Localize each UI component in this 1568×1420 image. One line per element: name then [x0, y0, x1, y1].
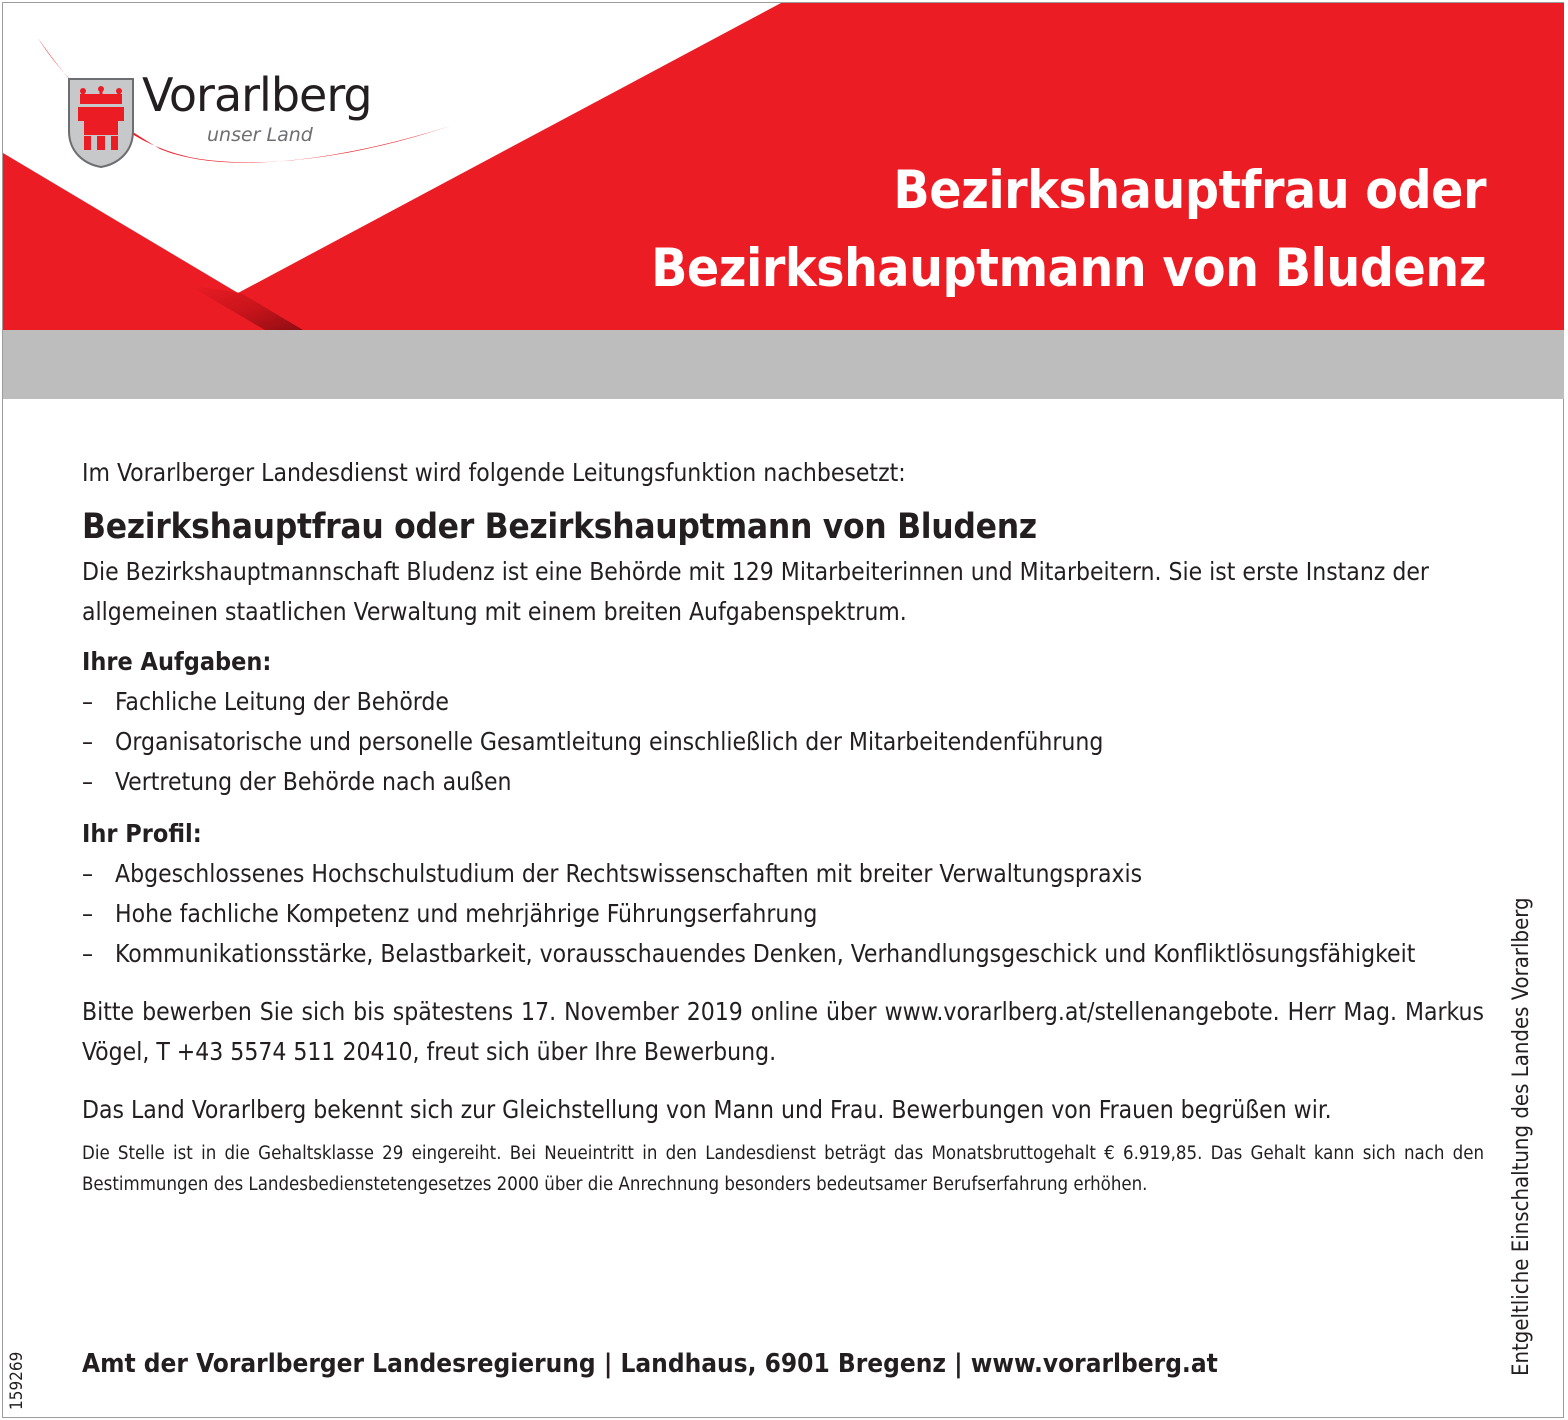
profile-list	[82, 854, 1484, 974]
list-item: – Vertretung der Behörde nach außen	[82, 762, 1484, 802]
dash-bullet: –	[82, 727, 94, 756]
dash-bullet: –	[82, 687, 94, 716]
list-item: – Kommunikationsstärke, Belastbarkeit, vorausschauendes Denken, Verhandlungsgeschick und Konfliktlösungsfähigkeit	[82, 934, 1484, 974]
list-item: – Organisatorische und personelle Gesamtleitung einschließlich der Mitarbeitendenführung	[82, 722, 1484, 762]
dash-bullet: –	[82, 939, 94, 968]
description-text: Die Bezirkshauptmannschaft Bludenz ist eine Behörde mit 129 Mitarbeiterinnen und Mitarbeitern. Sie ist erste Instanz der allgemeinen staatlichen Verwaltung mit einem breiten Aufgabenspektrum.	[82, 557, 1429, 626]
dash-bullet: –	[82, 899, 94, 928]
equality-text: Das Land Vorarlberg bekennt sich zur Gleichstellung von Mann und Frau. Bewerbungen von Frauen begrüßen wir.	[82, 1095, 1332, 1124]
list-item: – Abgeschlossenes Hochschulstudium der Rechtswissenschaften mit breiter Verwaltungspraxis	[82, 854, 1484, 894]
banner-title-line2: Bezirkshauptmann von Bludenz	[651, 238, 1486, 299]
paid-notice: Entgeltliche Einschaltung des Landes Vorarlberg	[1509, 897, 1534, 1376]
logo-wordmark: Vorarlberg	[142, 68, 372, 122]
position-title: Bezirkshauptfrau oder Bezirkshauptmann von Bludenz	[82, 507, 1037, 547]
apply-text: Bitte bewerben Sie sich bis spätestens 17. November 2019 online über www.vorarlberg.at/stellenangebote. Herr Mag. Markus Vögel, T +43 5574 511 20410, freut sich über Ihre Bewerbung.	[82, 997, 1484, 1066]
logo-tagline: unser Land	[207, 124, 313, 146]
banner-title-line1: Bezirkshauptfrau oder	[893, 160, 1486, 221]
ad-code: 159269	[7, 1351, 27, 1410]
intro-text: Im Vorarlberger Landesdienst wird folgende Leitungsfunktion nachbesetzt:	[82, 458, 906, 487]
ad-content	[82, 450, 1484, 1200]
salary-text: Die Stelle ist in die Gehaltsklasse 29 eingereiht. Bei Neueintritt in den Landesdienst beträgt das Monatsbruttogehalt € 6.919,85. Das Gehalt kann sich nach den Bestimmungen des Landesbedienstetengesetzes 2000 über die Anrechnung besonders bedeutsamer Berufserfahrung erhöhen.	[82, 1143, 1484, 1195]
list-item: – Fachliche Leitung der Behörde	[82, 682, 1484, 722]
footer-address: Amt der Vorarlberger Landesregierung | Landhaus, 6901 Bregenz | www.vorarlberg.at	[82, 1349, 1218, 1379]
coat-of-arms-icon	[66, 76, 136, 170]
banner-title	[651, 152, 1486, 308]
dash-bullet: –	[82, 767, 94, 796]
grey-bar	[3, 330, 1564, 399]
dash-bullet: –	[82, 859, 94, 888]
list-item: – Hohe fachliche Kompetenz und mehrjährige Führungserfahrung	[82, 894, 1484, 934]
tasks-list	[82, 682, 1484, 802]
profile-heading: Ihr Profil:	[82, 819, 202, 848]
tasks-heading: Ihre Aufgaben:	[82, 647, 272, 676]
